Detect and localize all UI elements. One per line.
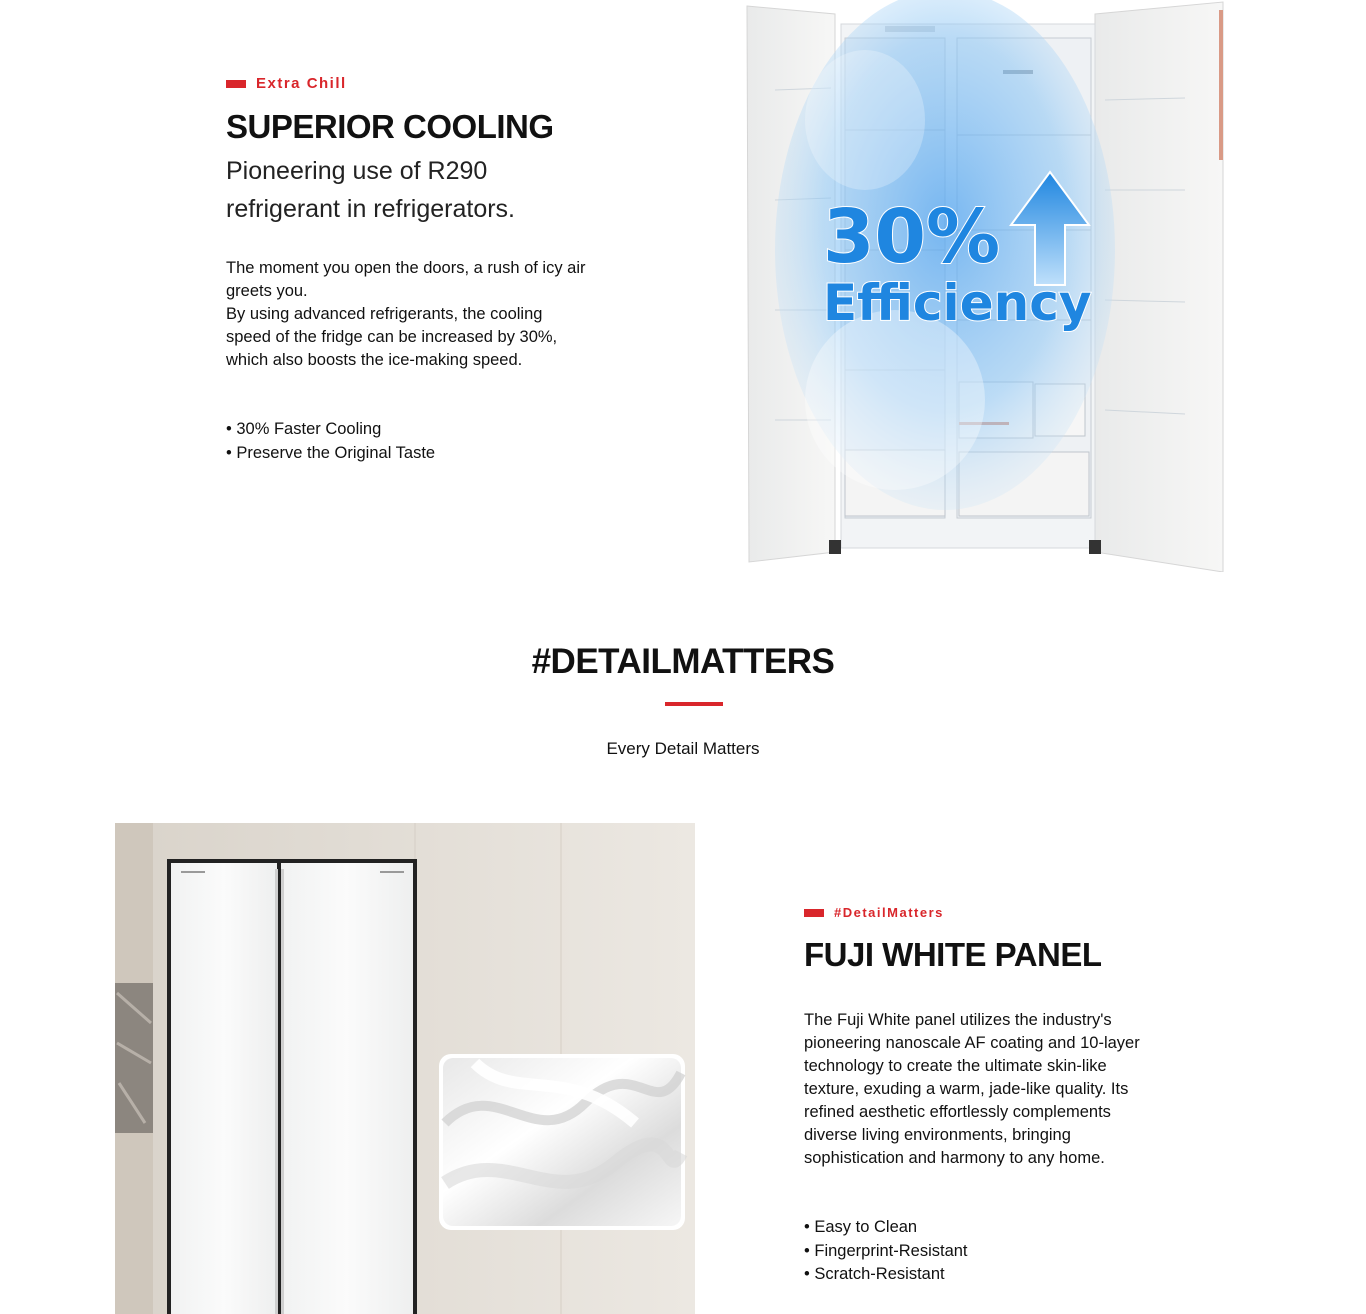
feature-item: • Preserve the Original Taste: [226, 442, 435, 466]
section-body: [226, 257, 586, 372]
heading-underline: [665, 702, 723, 706]
body-paragraph: The moment you open the doors, a rush of icy air greets you.: [226, 259, 586, 300]
feature-item: • 30% Faster Cooling: [226, 418, 435, 442]
feature-list: [226, 418, 435, 465]
section-body: The Fuji White panel utilizes the industry's pioneering nanoscale AF coating and 10-layer technology to create the ultimate skin-like texture, exuding a warm, jade-like quality. Its refined aesthetic effortlessly complements diverse living environments, bringing sophistication and harmony to any home.: [804, 1011, 1140, 1167]
efficiency-percent-label: 30%: [823, 194, 1001, 280]
feature-list: [804, 1216, 968, 1287]
detail-matters-heading: #DETAILMATTERS: [531, 642, 835, 681]
section-tag-extra-chill: [226, 75, 347, 92]
detail-matters-subtitle: Every Detail Matters: [606, 739, 760, 758]
tag-accent-bar: [226, 80, 246, 88]
feature-item: • Scratch-Resistant: [804, 1263, 968, 1287]
feature-item: • Easy to Clean: [804, 1216, 968, 1240]
section-tag-label: Extra Chill: [256, 75, 347, 92]
open-fridge-image: [745, 0, 1225, 572]
section-subtitle: Pioneering use of R290 refrigerant in refrigerators.: [226, 157, 516, 223]
section-tag-label: #DetailMatters: [834, 905, 944, 920]
section-title-fuji-white-panel: FUJI WHITE PANEL: [804, 936, 1102, 973]
feature-item: • Fingerprint-Resistant: [804, 1240, 968, 1264]
efficiency-word-label: Efficiency: [823, 274, 1092, 332]
section-tag-detail-matters: [804, 905, 944, 920]
body-paragraph: By using advanced refrigerants, the cooling speed of the fridge can be increased by 30%, which also boosts the ice-making speed.: [226, 305, 558, 369]
fuji-white-fridge-scene-image: [115, 823, 695, 1314]
tag-accent-bar: [804, 909, 824, 917]
section-title-superior-cooling: SUPERIOR COOLING: [226, 108, 554, 145]
